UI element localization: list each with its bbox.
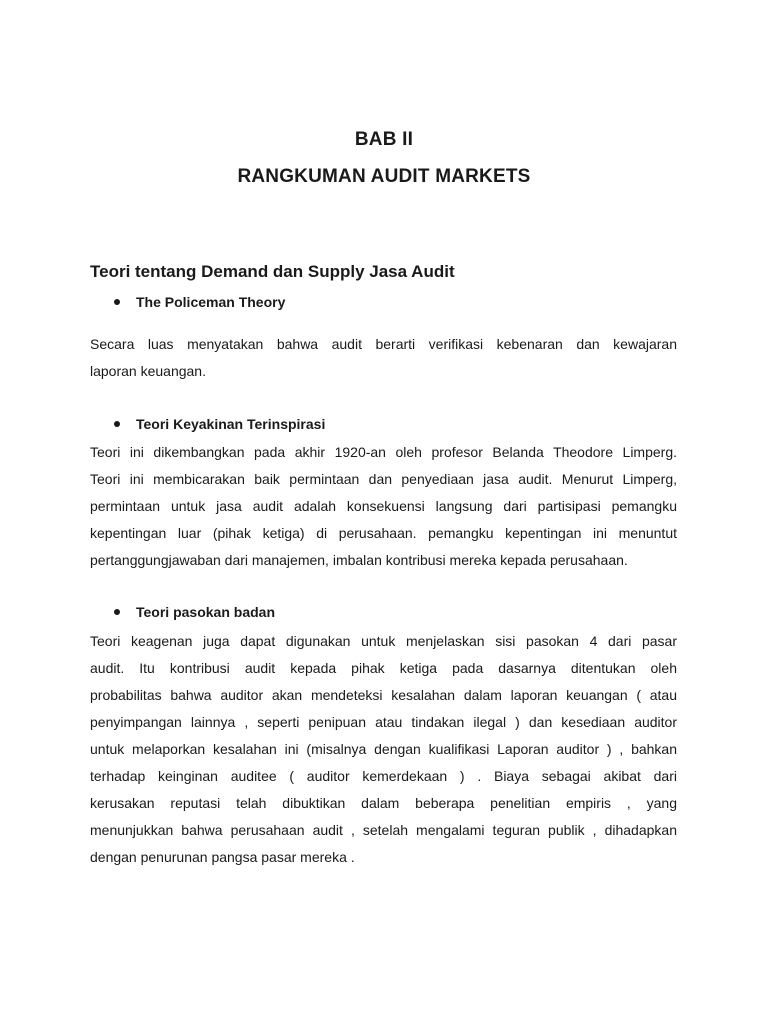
paragraph-line: Teori keagenan juga dapat digunakan untuk menjelaskan sisi pasokan 4 dari pasar (90, 633, 677, 649)
bullet-title: The Policeman Theory (136, 294, 286, 310)
paragraph-line: terhadap keinginan auditee ( auditor kemerdekaan ) . Biaya sebagai akibat dari (90, 768, 677, 784)
bullet-icon (114, 609, 120, 615)
bullet-icon (114, 299, 120, 305)
paragraph-line: kepentingan luar (pihak ketiga) di perusahaan. pemangku kepentingan ini menuntut (90, 525, 677, 541)
paragraph-line: laporan keuangan. (90, 363, 206, 379)
paragraph-line: penyimpangan lainnya , seperti penipuan atau tindakan ilegal ) dan kesediaan auditor (90, 714, 677, 730)
bullet-icon (114, 421, 120, 427)
bullet-title: Teori Keyakinan Terinspirasi (136, 416, 326, 432)
paragraph-policeman-theory (90, 331, 677, 385)
bullet-item-pasokan-badan (90, 604, 275, 620)
section-heading: Teori tentang Demand dan Supply Jasa Audit (90, 262, 455, 281)
paragraph-line: probabilitas bahwa auditor akan mendeteksi kesalahan dalam laporan keuangan ( atau (90, 687, 677, 703)
paragraph-pasokan-badan (90, 628, 677, 871)
bullet-title: Teori pasokan badan (136, 604, 275, 620)
paragraph-line: permintaan untuk jasa audit adalah konsekuensi langsung dari partisipasi pemangku (90, 498, 677, 514)
paragraph-line: menunjukkan bahwa perusahaan audit , setelah mengalami teguran publik , dihadapkan (90, 822, 677, 838)
bullet-item-policeman-theory (90, 294, 285, 310)
paragraph-line: dengan penurunan pangsa pasar mereka . (90, 849, 355, 865)
bullet-item-keyakinan (90, 416, 325, 432)
paragraph-line: pertanggungjawaban dari manajemen, imbalan kontribusi mereka kepada perusahaan. (90, 552, 628, 568)
paragraph-line: Teori ini dikembangkan pada akhir 1920-an oleh profesor Belanda Theodore Limperg. (90, 444, 677, 460)
paragraph-line: Teori ini membicarakan baik permintaan dan penyediaan jasa audit. Menurut Limperg, (90, 471, 677, 487)
paragraph-line: untuk melaporkan kesalahan ini (misalnya dengan kualifikasi Laporan auditor ) , bahkan (90, 741, 677, 757)
paragraph-line: kerusakan reputasi telah dibuktikan dalam beberapa penelitian empiris , yang (90, 795, 677, 811)
paragraph-line: Secara luas menyatakan bahwa audit berarti verifikasi kebenaran dan kewajaran (90, 336, 677, 352)
paragraph-line: audit. Itu kontribusi audit kepada pihak ketiga pada dasarnya ditentukan oleh (90, 660, 677, 676)
paragraph-keyakinan (90, 439, 677, 574)
chapter-title: RANGKUMAN AUDIT MARKETS (237, 166, 531, 187)
chapter-number: BAB II (354, 129, 414, 150)
